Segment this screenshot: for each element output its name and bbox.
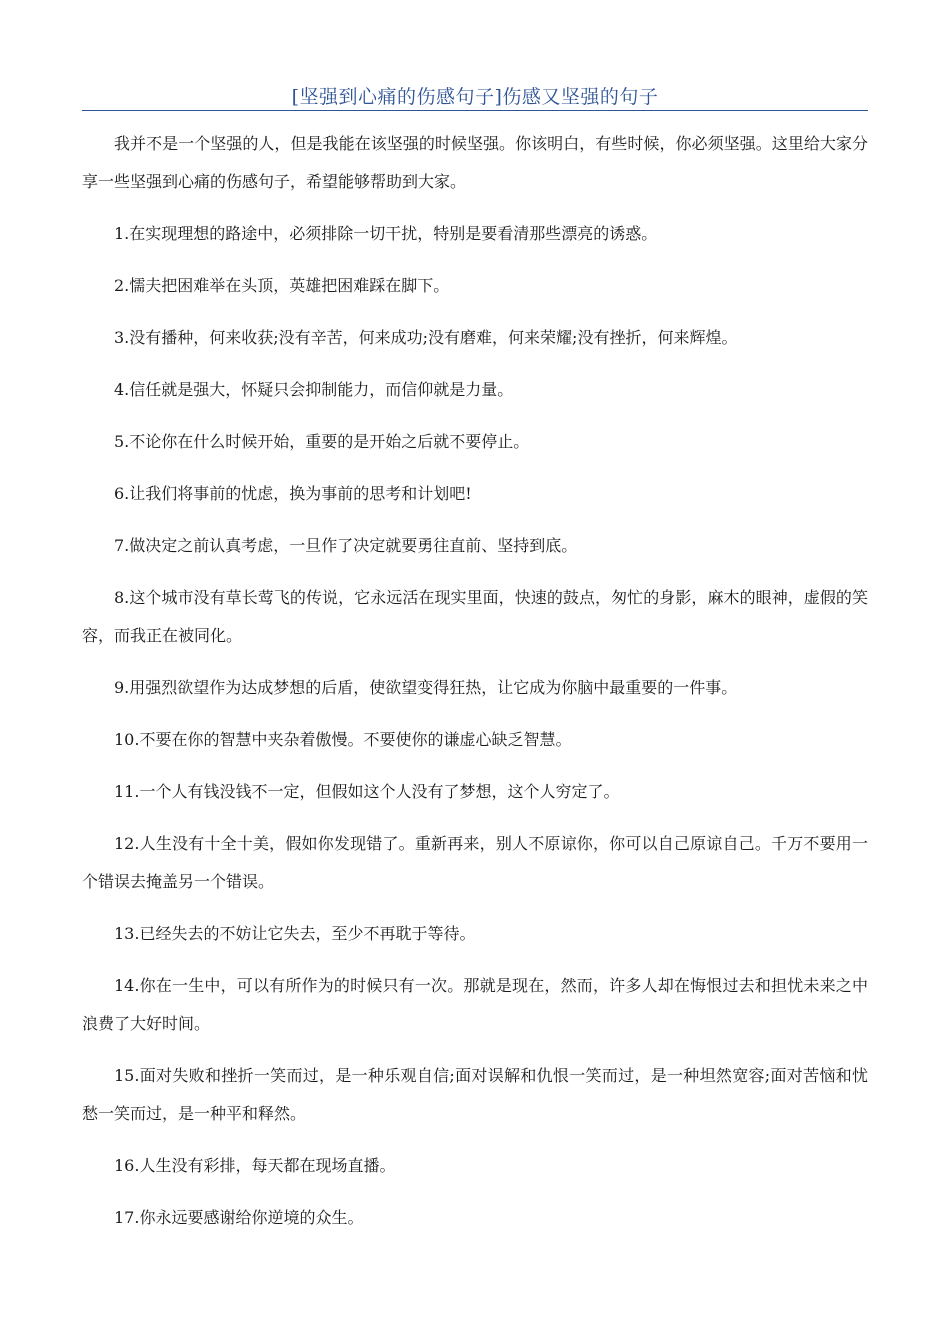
sentence-item-17: 17.你永远要感谢给你逆境的众生。 xyxy=(114,1208,364,1227)
sentence-item-13: 13.已经失去的不妨让它失去，至少不再耽于等待。 xyxy=(114,924,476,943)
sentence-item-9: 9.用强烈欲望作为达成梦想的后盾，使欲望变得狂热，让它成为你脑中最重要的一件事。 xyxy=(114,678,738,697)
sentence-item-12: 12.人生没有十全十美，假如你发现错了。重新再来，别人不原谅你，你可以自己原谅自己。千万不要用一个错误去掩盖另一个错误。 xyxy=(82,834,868,891)
sentence-item-5: 5.不论你在什么时候开始，重要的是开始之后就不要停止。 xyxy=(114,432,530,451)
sentence-item-11: 11.一个人有钱没钱不一定，但假如这个人没有了梦想，这个人穷定了。 xyxy=(114,782,620,801)
sentence-item-4: 4.信任就是强大，怀疑只会抑制能力，而信仰就是力量。 xyxy=(114,380,514,399)
sentence-item-3: 3.没有播种，何来收获;没有辛苦，何来成功;没有磨难，何来荣耀;没有挫折，何来辉煌。 xyxy=(114,328,738,347)
sentence-item-6: 6.让我们将事前的忧虑，换为事前的思考和计划吧! xyxy=(114,484,472,503)
sentence-item-10: 10.不要在你的智慧中夹杂着傲慢。不要使你的谦虚心缺乏智慧。 xyxy=(114,730,572,749)
sentence-item-1: 1.在实现理想的路途中，必须排除一切干扰，特别是要看清那些漂亮的诱惑。 xyxy=(114,224,658,243)
page-title: [坚强到心痛的伤感句子]伤感又坚强的句子 xyxy=(291,86,659,108)
sentence-item-7: 7.做决定之前认真考虑，一旦作了决定就要勇往直前、坚持到底。 xyxy=(114,536,578,555)
sentence-item-15: 15.面对失败和挫折一笑而过，是一种乐观自信;面对误解和仇恨一笑而过，是一种坦然宽容;面对苦恼和忧愁一笑而过，是一种平和释然。 xyxy=(82,1066,868,1123)
document-body xyxy=(82,125,868,1251)
sentence-item-14: 14.你在一生中，可以有所作为的时候只有一次。那就是现在，然而，许多人却在悔恨过去和担忧未来之中浪费了大好时间。 xyxy=(82,976,868,1033)
sentence-item-8: 8.这个城市没有草长莺飞的传说，它永远活在现实里面，快速的鼓点，匆忙的身影，麻木的眼神，虚假的笑容，而我正在被同化。 xyxy=(82,588,868,645)
sentence-item-2: 2.懦夫把困难举在头顶，英雄把困难踩在脚下。 xyxy=(114,276,450,295)
sentence-item-16: 16.人生没有彩排，每天都在现场直播。 xyxy=(114,1156,396,1175)
intro-paragraph: 我并不是一个坚强的人，但是我能在该坚强的时候坚强。你该明白，有些时候，你必须坚强。这里给大家分享一些坚强到心痛的伤感句子，希望能够帮助到大家。 xyxy=(82,134,868,191)
page-header xyxy=(82,78,868,111)
